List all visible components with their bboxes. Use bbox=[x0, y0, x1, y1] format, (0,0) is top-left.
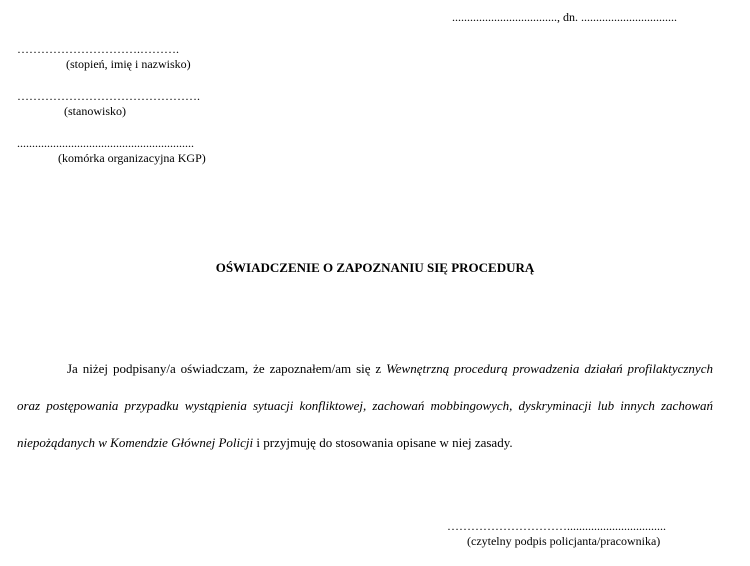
position-label: (stanowisko) bbox=[64, 104, 126, 118]
rank-name-label: (stopień, imię i nazwisko) bbox=[66, 57, 191, 71]
signature-dots: …………………………................................. bbox=[447, 519, 666, 533]
unit-dots: ........................................................... bbox=[17, 136, 194, 150]
unit-label: (komórka organizacyjna KGP) bbox=[58, 151, 206, 165]
document-title: OŚWIADCZENIE O ZAPOZNANIU SIĘ PROCEDURĄ bbox=[215, 260, 535, 275]
statement-paragraph bbox=[17, 350, 713, 461]
signature-label: (czytelny podpis policjanta/pracownika) bbox=[467, 534, 661, 548]
position-dots: ………………………………………. bbox=[17, 89, 200, 103]
statement-part2: i przyjmuję do stosowania opisane w niej zasady. bbox=[253, 435, 513, 450]
rank-name-dots: ………………………….………. bbox=[17, 42, 179, 56]
statement-part1: Ja niżej podpisany/a oświadczam, że zapoznałem/am się z bbox=[67, 361, 387, 376]
procedure-name: Wewnętrzną procedurą prowadzenia działań profilaktycznych oraz postępowania przypadku wystąpienia sytuacji konfliktowej, zachowań mobbingowych, dyskryminacji lub innych zachowań niepożądanych w Komendzie Głównej Policji bbox=[17, 361, 713, 450]
place-date-line: ..................................., dn. ................................ bbox=[452, 10, 677, 24]
